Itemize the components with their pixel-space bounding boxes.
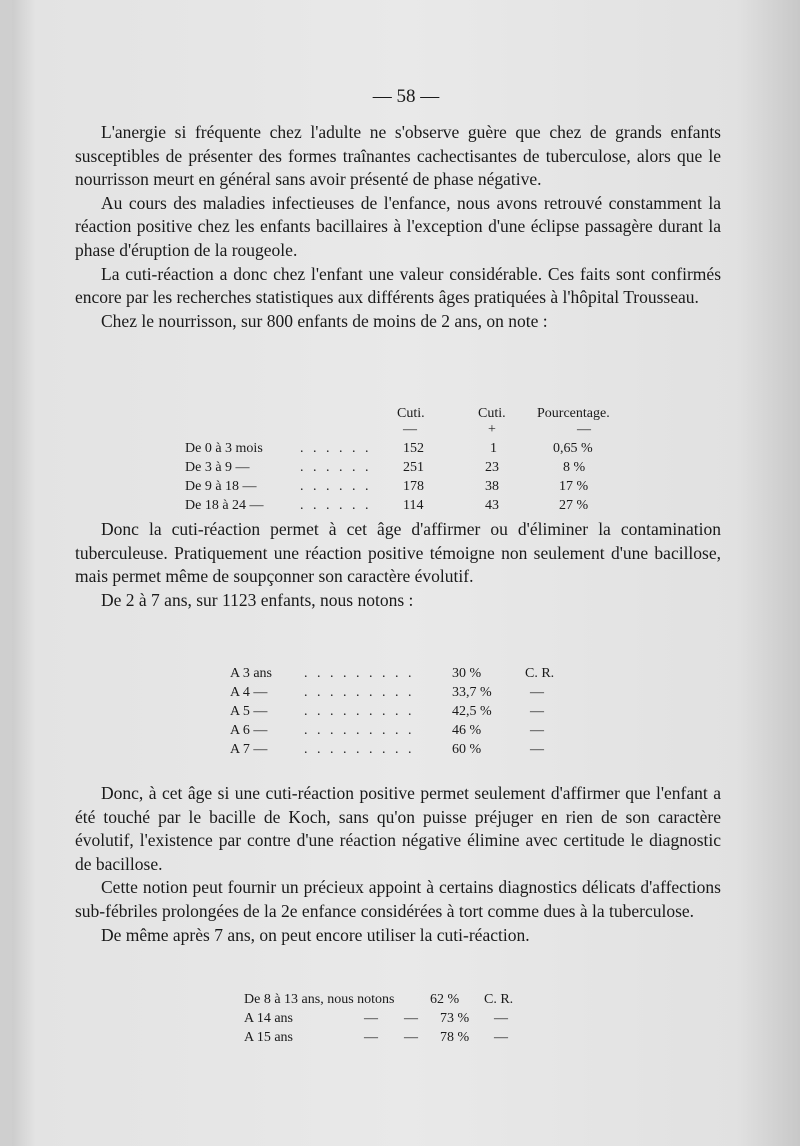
paragraph-apres-7-ans: De même après 7 ans, on peut encore utiliser la cuti-réaction.	[101, 924, 530, 945]
cell-positive: 1	[490, 441, 497, 456]
cell-cr: —	[530, 723, 544, 738]
cell-percent: 78 %	[440, 1030, 470, 1045]
cell-percent: 73 %	[440, 1011, 470, 1026]
row-label: A 4 —	[230, 685, 268, 700]
row-label: A 5 —	[230, 704, 268, 719]
cell-positive: 23	[485, 460, 499, 475]
text-block-1	[75, 121, 721, 333]
row-label: De 3 à 9 —	[185, 460, 250, 475]
cell-percent: 8 %	[563, 460, 586, 475]
sign-negative: —	[403, 422, 417, 437]
cell-percent: 27 %	[559, 498, 589, 513]
row-label: A 14 ans	[244, 1011, 293, 1026]
cell-percent: 62 %	[430, 992, 460, 1007]
sign-pourcentage: —	[577, 422, 591, 437]
paragraph-nourrisson-intro: Chez le nourrisson, sur 800 enfants de moins de 2 ans, on note :	[101, 310, 548, 331]
row-label: De 18 à 24 —	[185, 498, 264, 513]
cell-percent: 17 %	[559, 479, 589, 494]
cell-percent: 60 %	[452, 742, 482, 757]
text-block-3	[75, 782, 721, 947]
cell-percent: 30 %	[452, 666, 482, 681]
cell-negative: 114	[403, 498, 424, 513]
paragraph-cuti-reaction-valeur: La cuti-réaction a donc chez l'enfant une valeur considérable. Ces faits sont confirmés encore par les recherches statistiques aux différents âges pratiquées à l'hôpital Trousseau.	[75, 263, 721, 308]
cell-percent: 0,65 %	[553, 441, 593, 456]
table-header-signs	[175, 423, 645, 439]
ditto-mark: —	[364, 1030, 378, 1045]
cell-percent: 42,5 %	[452, 704, 492, 719]
ditto-mark: —	[404, 1030, 418, 1045]
paragraph-maladies-infectieuses: Au cours des maladies infectieuses de l'enfance, nous avons retrouvé constamment la réaction positive chez les enfants bacillaires à l'exception d'une éclipse passagère durant la phase d'éruption de la rougeole.	[75, 192, 721, 260]
table-row	[244, 990, 544, 1009]
row-leader: . . . . . .	[300, 441, 372, 456]
table-row	[230, 683, 570, 702]
paragraph-contamination: Donc la cuti-réaction permet à cet âge d'affirmer ou d'éliminer la contamination tuberculeuse. Pratiquement une réaction positive témoigne non seulement d'une bacillose, mais permet même de soupçonner son caractère évolutif.	[75, 519, 721, 587]
table-2-a-7-ans	[230, 664, 570, 759]
table-row	[175, 496, 645, 515]
document-page	[12, 0, 800, 1146]
row-leader: . . . . . . . . .	[304, 704, 415, 719]
cell-cr: —	[530, 704, 544, 719]
cell-positive: 43	[485, 498, 499, 513]
cell-cr: —	[530, 685, 544, 700]
header-pourcentage: Pourcentage.	[537, 406, 610, 421]
cell-negative: 178	[403, 479, 424, 494]
table-row	[244, 1028, 544, 1047]
cell-positive: 38	[485, 479, 499, 494]
header-cuti-negative: Cuti.	[397, 406, 425, 421]
row-label: A 3 ans	[230, 666, 272, 681]
row-leader: . . . . . .	[300, 479, 372, 494]
table-row	[230, 721, 570, 740]
cell-cr: —	[530, 742, 544, 757]
cell-cr: C. R.	[525, 666, 555, 681]
page-number: — 58 —	[372, 86, 440, 107]
row-label: A 15 ans	[244, 1030, 293, 1045]
row-leader: . . . . . . . . .	[304, 742, 415, 757]
table-row	[175, 439, 645, 458]
table-row	[230, 664, 570, 683]
row-leader: . . . . . . . . .	[304, 685, 415, 700]
ditto-mark: —	[404, 1011, 418, 1026]
row-label: De 8 à 13 ans, nous notons	[244, 992, 395, 1007]
cell-negative: 251	[403, 460, 424, 475]
header-cuti-positive: Cuti.	[478, 406, 506, 421]
text-block-2	[75, 518, 721, 612]
cell-percent: 46 %	[452, 723, 482, 738]
row-label: De 0 à 3 mois	[185, 441, 263, 456]
cell-cr: —	[494, 1030, 508, 1045]
table-row	[230, 740, 570, 759]
table-header-row	[175, 404, 645, 423]
table-row	[244, 1009, 544, 1028]
table-nourrisson	[175, 404, 645, 515]
row-leader: . . . . . . . . .	[304, 723, 415, 738]
table-apres-7-ans	[244, 990, 544, 1047]
paragraph-anergie: L'anergie si fréquente chez l'adulte ne s'observe guère que chez de grands enfants susceptibles de présenter des formes traînantes cachectisantes de tuberculose, alors que le nourrisson meurt en général sans avoir présenté de phase négative.	[75, 122, 721, 190]
cell-cr: C. R.	[484, 992, 514, 1007]
ditto-mark: —	[364, 1011, 378, 1026]
row-label: A 7 —	[230, 742, 268, 757]
paragraph-notion-appoint: Cette notion peut fournir un précieux appoint à certains diagnostics délicats d'affections sub-fébriles prolongées de la 2e enfance considérées à tort comme dues à la tuberculose.	[75, 877, 721, 921]
row-label: A 6 —	[230, 723, 268, 738]
cell-percent: 33,7 %	[452, 685, 492, 700]
sign-positive: +	[488, 422, 496, 437]
row-leader: . . . . . .	[300, 460, 372, 475]
table-row	[175, 458, 645, 477]
table-row	[175, 477, 645, 496]
paragraph-cet-age: Donc, à cet âge si une cuti-réaction positive permet seulement d'affirmer que l'enfant a été touché par le bacille de Koch, sans qu'on puisse préjuger en rien de son caractère évolutif, l'existence par contre d'une réaction négative élimine avec certitude le diagnostic de bacillose.	[75, 783, 721, 874]
paragraph-2-a-7-ans-intro: De 2 à 7 ans, sur 1123 enfants, nous notons :	[101, 589, 414, 610]
row-label: De 9 à 18 —	[185, 479, 257, 494]
cell-cr: —	[494, 1011, 508, 1026]
cell-negative: 152	[403, 441, 424, 456]
row-leader: . . . . . . . . .	[304, 666, 415, 681]
row-leader: . . . . . .	[300, 498, 372, 513]
table-row	[230, 702, 570, 721]
